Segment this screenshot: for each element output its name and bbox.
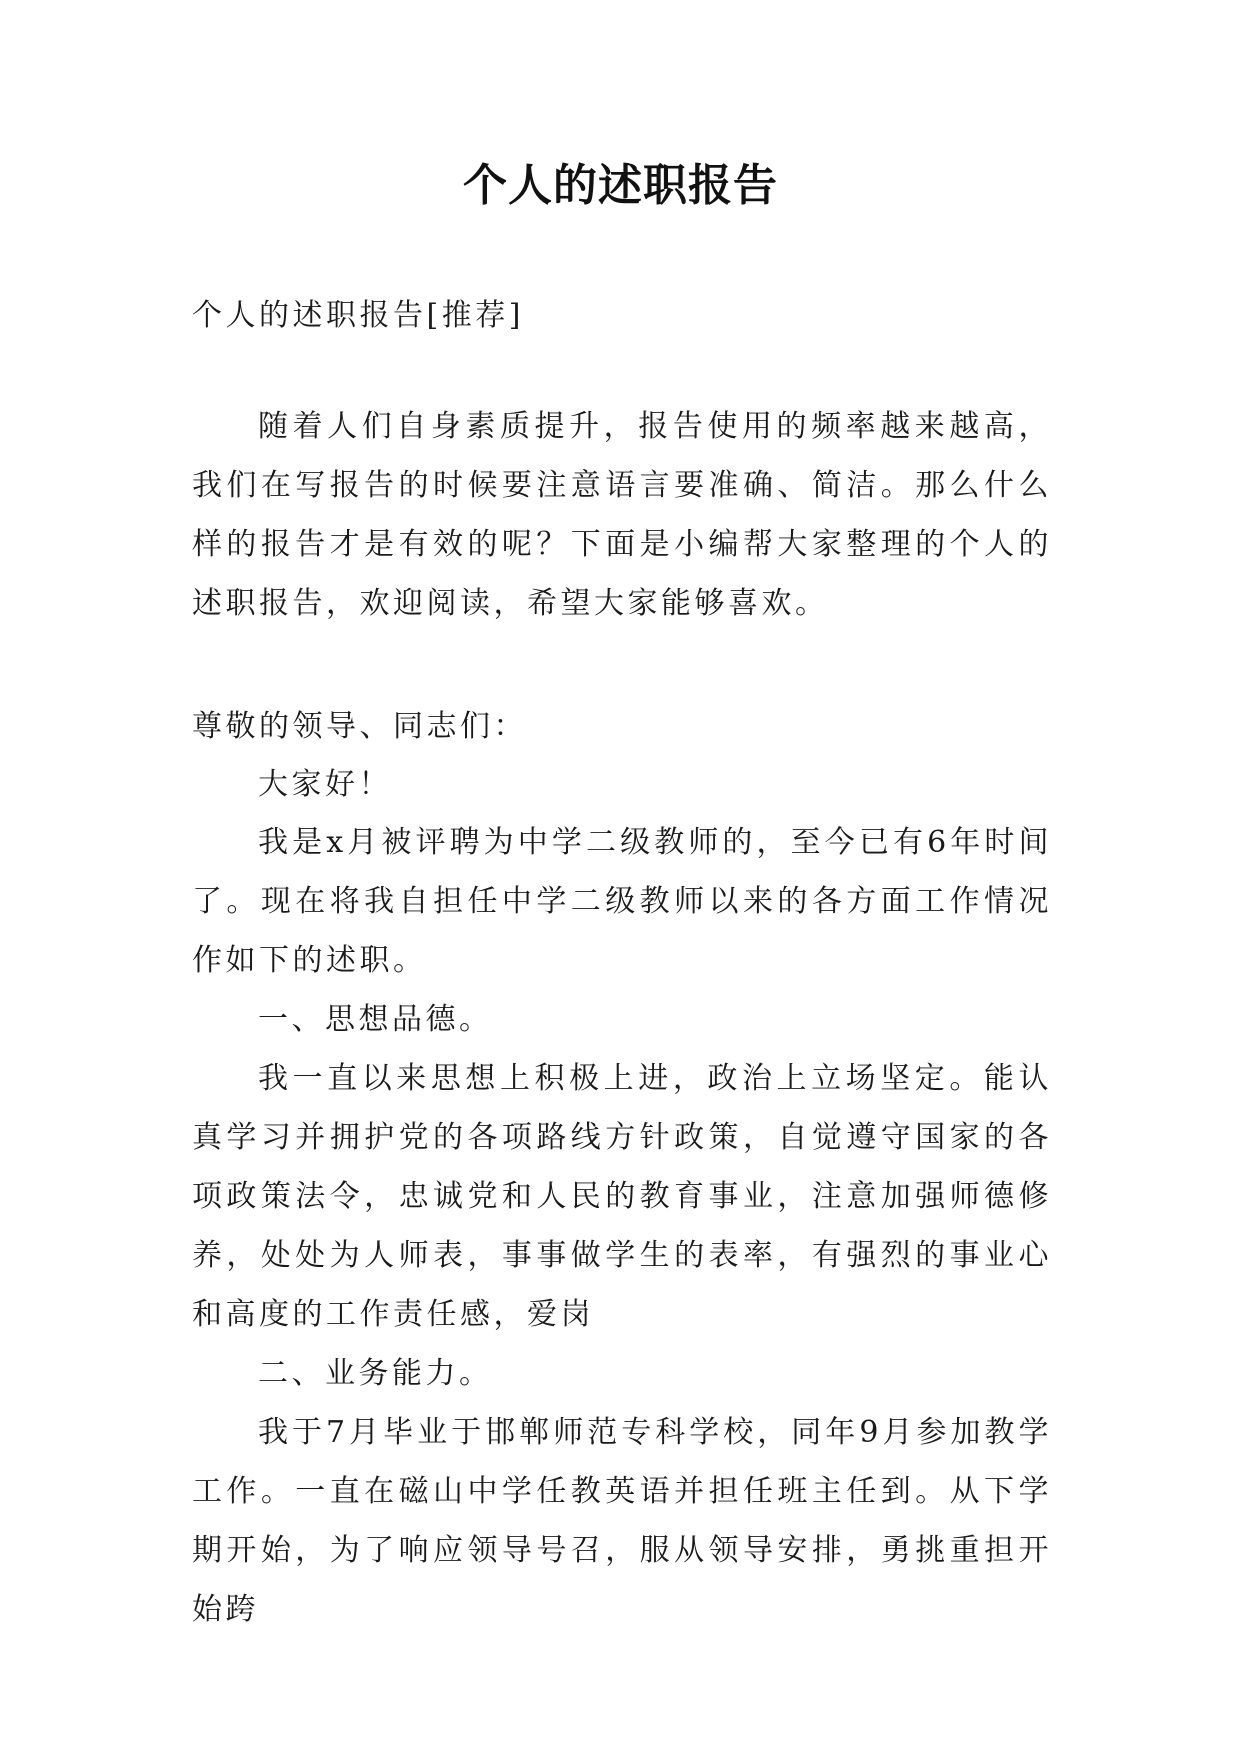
intro-paragraph: 随着人们自身素质提升，报告使用的频率越来越高，我们在写报告的时候要注意语言要准确、简洁。那么什么样的报告才是有效的呢？下面是小编帮大家整理的个人的述职报告，欢迎阅读，希望大家能够喜欢。 [192,409,1052,621]
paragraph-intro-self: 我是x月被评聘为中学二级教师的，至今已有6年时间了。现在将我自担任中学二级教师以来的各方面工作情况作如下的述职。 [192,825,1052,978]
section-heading-ability: 二、业务能力。 [258,1356,493,1391]
document-subtitle: 个人的述职报告[推荐] [192,298,524,333]
paragraph-ideology: 我一直以来思想上积极上进，政治上立场坚定。能认真学习并拥护党的各项路线方针政策，自觉遵守国家的各项政策法令，忠诚党和人民的教育事业，注意加强师德修养，处处为人师表，事事做学生的表率，有强烈的事业心和高度的工作责任感，爱岗 [192,1061,1052,1332]
greeting-line: 大家好！ [258,767,392,802]
document-title: 个人的述职报告 [463,160,778,211]
section-heading-ideology: 一、思想品德。 [258,1002,493,1037]
salutation: 尊敬的领导、同志们： [192,709,527,744]
paragraph-ability: 我于7月毕业于邯郸师范专科学校，同年9月参加教学工作。一直在磁山中学任教英语并担任班主任到。从下学期开始，为了响应领导号召，服从领导安排，勇挑重担开始跨 [192,1415,1052,1627]
